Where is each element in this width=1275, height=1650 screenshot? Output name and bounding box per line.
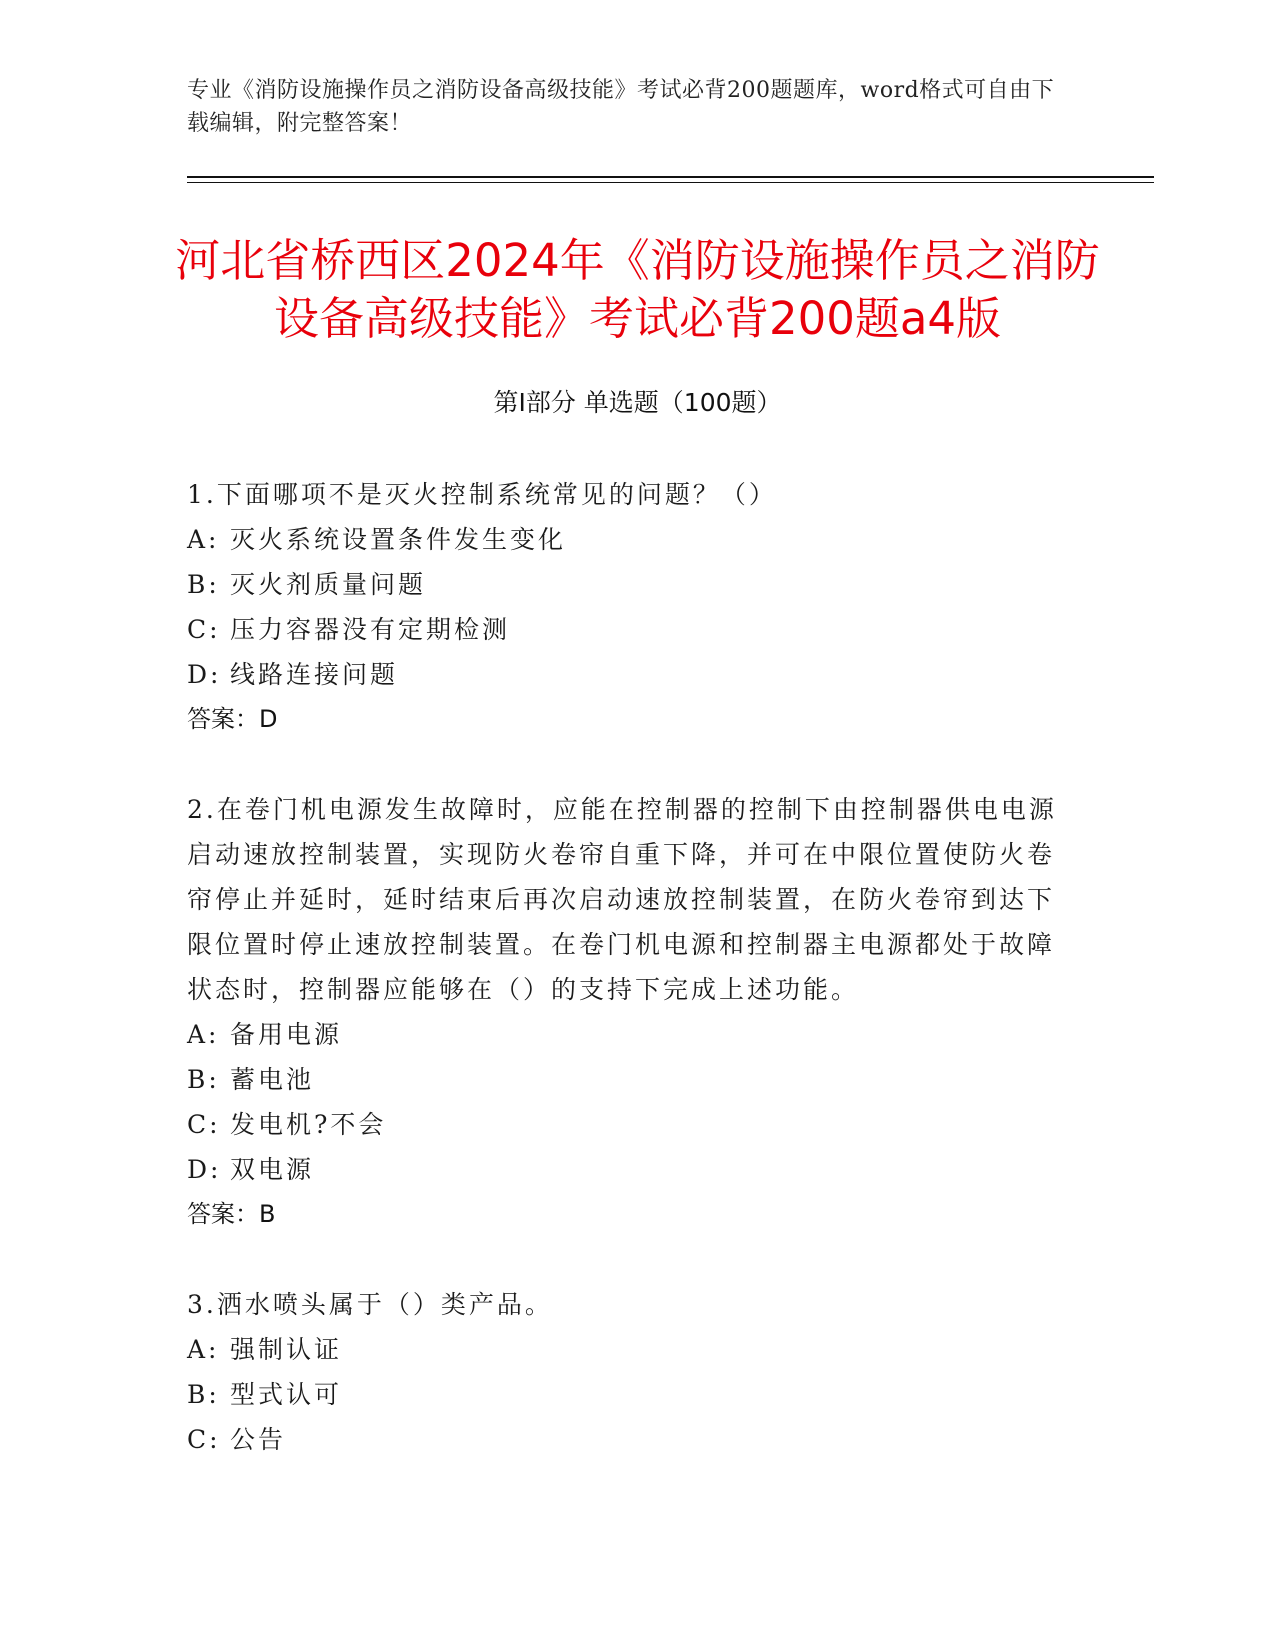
option-text: 发电机?不会 — [230, 1110, 387, 1139]
option-text: 压力容器没有定期检测 — [230, 615, 511, 644]
option-text: 公告 — [230, 1425, 287, 1454]
option-c — [187, 1417, 1067, 1462]
option-b — [187, 1372, 1067, 1417]
option-a — [187, 1327, 1067, 1372]
option-letter: A: — [187, 525, 220, 554]
option-letter: C: — [187, 1425, 221, 1454]
option-d — [187, 652, 1067, 697]
question-stem: 1.下面哪项不是灭火控制系统常见的问题？（） — [187, 480, 777, 509]
answer-value: D — [259, 705, 278, 733]
document-title: 河北省桥西区2024年《消防设施操作员之消防设备高级技能》考试必背200题a4版 — [175, 234, 1100, 345]
option-text: 强制认证 — [230, 1335, 343, 1364]
option-c — [187, 1102, 1067, 1147]
option-letter: B: — [187, 1380, 220, 1409]
answer-line — [187, 1192, 1067, 1237]
answer-label: 答案： — [187, 1200, 259, 1228]
option-text: 型式认可 — [230, 1380, 343, 1409]
option-letter: B: — [187, 1065, 220, 1094]
question-1 — [187, 472, 1067, 742]
option-text: 蓄电池 — [230, 1065, 315, 1094]
option-letter: A: — [187, 1335, 220, 1364]
question-stem: 3.洒水喷头属于（）类产品。 — [187, 1290, 553, 1319]
option-text: 备用电源 — [230, 1020, 343, 1049]
option-b — [187, 1057, 1067, 1102]
header-divider-thick — [187, 176, 1154, 178]
option-letter: D: — [187, 1155, 222, 1184]
question-stem: 2.在卷门机电源发生故障时，应能在控制器的控制下由控制器供电电源启动速放控制装置，实现防火卷帘自重下降，并可在中限位置使防火卷帘停止并延时，延时结束后再次启动速放控制装置，在防火卷帘到达下限位置时停止速放控制装置。在卷门机电源和控制器主电源都处于故障状态时，控制器应能够在（）的支持下完成上述功能。 — [187, 795, 1057, 1004]
option-text: 灭火系统设置条件发生变化 — [230, 525, 567, 554]
option-letter: C: — [187, 615, 221, 644]
option-d — [187, 1147, 1067, 1192]
option-a — [187, 517, 1067, 562]
answer-line — [187, 697, 1067, 742]
question-3 — [187, 1282, 1067, 1462]
option-text: 灭火剂质量问题 — [230, 570, 427, 599]
answer-label: 答案： — [187, 705, 259, 733]
option-a — [187, 1012, 1067, 1057]
option-letter: A: — [187, 1020, 220, 1049]
option-b — [187, 562, 1067, 607]
question-list — [187, 472, 1067, 1462]
option-letter: B: — [187, 570, 220, 599]
option-c — [187, 607, 1067, 652]
option-letter: C: — [187, 1110, 221, 1139]
option-text: 线路连接问题 — [230, 660, 399, 689]
header-divider-thin — [187, 182, 1154, 183]
question-2 — [187, 787, 1067, 1237]
option-text: 双电源 — [230, 1155, 315, 1184]
header-note: 专业《消防设施操作员之消防设备高级技能》考试必背200题题库，word格式可自由下载编辑，附完整答案！ — [187, 78, 1055, 136]
answer-value: B — [259, 1200, 276, 1228]
section-heading: 第I部分 单选题（100题） — [493, 388, 782, 417]
option-letter: D: — [187, 660, 222, 689]
